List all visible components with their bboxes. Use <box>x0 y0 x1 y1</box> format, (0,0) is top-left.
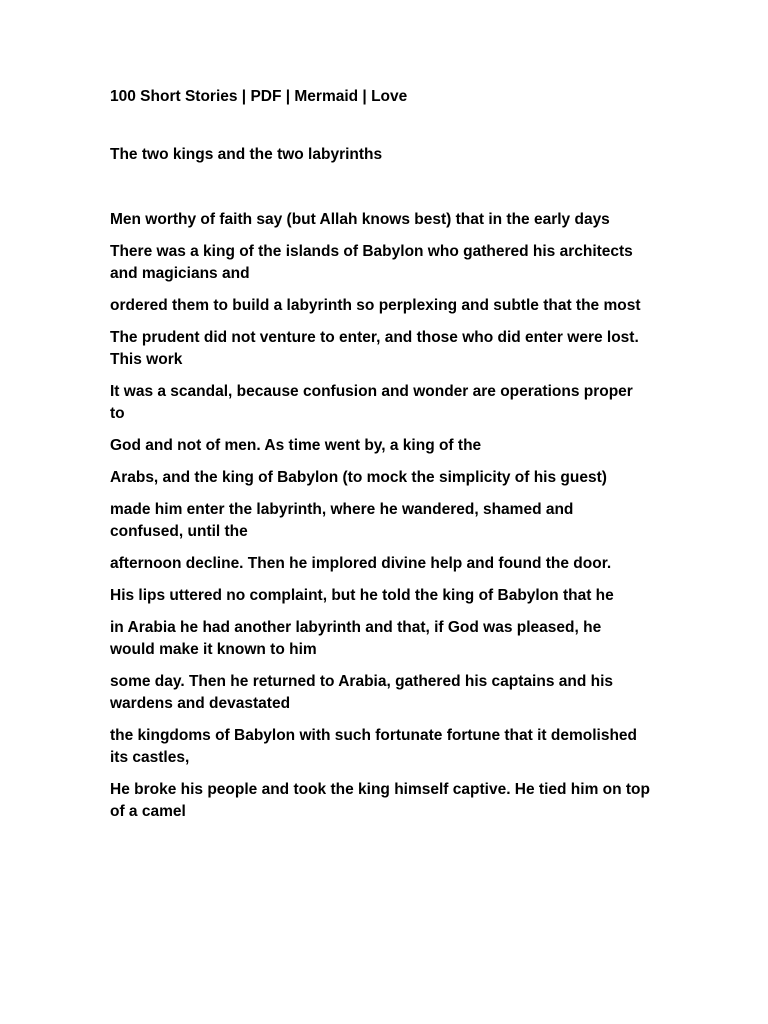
paragraph: Men worthy of faith say (but Allah knows best) that in the early days <box>110 211 610 228</box>
paragraph: He broke his people and took the king himself captive. He tied him on top of a camel <box>110 781 650 820</box>
paragraph: It was a scandal, because confusion and wonder are operations proper to <box>110 383 633 422</box>
paragraph: His lips uttered no complaint, but he told the king of Babylon that he <box>110 587 614 604</box>
story-title: The two kings and the two labyrinths <box>110 146 383 163</box>
paragraph: made him enter the labyrinth, where he wandered, shamed and confused, until the <box>110 501 574 540</box>
paragraph: God and not of men. As time went by, a king of the <box>110 437 482 454</box>
paragraph: Arabs, and the king of Babylon (to mock the simplicity of his guest) <box>110 469 607 486</box>
paragraph: in Arabia he had another labyrinth and that, if God was pleased, he would make it known to him <box>110 619 602 658</box>
paragraph: There was a king of the islands of Babylon who gathered his architects and magicians and <box>110 243 633 282</box>
paragraph: some day. Then he returned to Arabia, gathered his captains and his wardens and devastated <box>110 673 614 712</box>
paragraph: afternoon decline. Then he implored divine help and found the door. <box>110 555 612 572</box>
paragraph: The prudent did not venture to enter, and those who did enter were lost. This work <box>110 329 639 368</box>
story-body <box>110 209 650 833</box>
document-title: 100 Short Stories | PDF | Mermaid | Love <box>110 88 408 105</box>
paragraph: ordered them to build a labyrinth so perplexing and subtle that the most <box>110 297 641 314</box>
paragraph: the kingdoms of Babylon with such fortunate fortune that it demolished its castles, <box>110 727 638 766</box>
